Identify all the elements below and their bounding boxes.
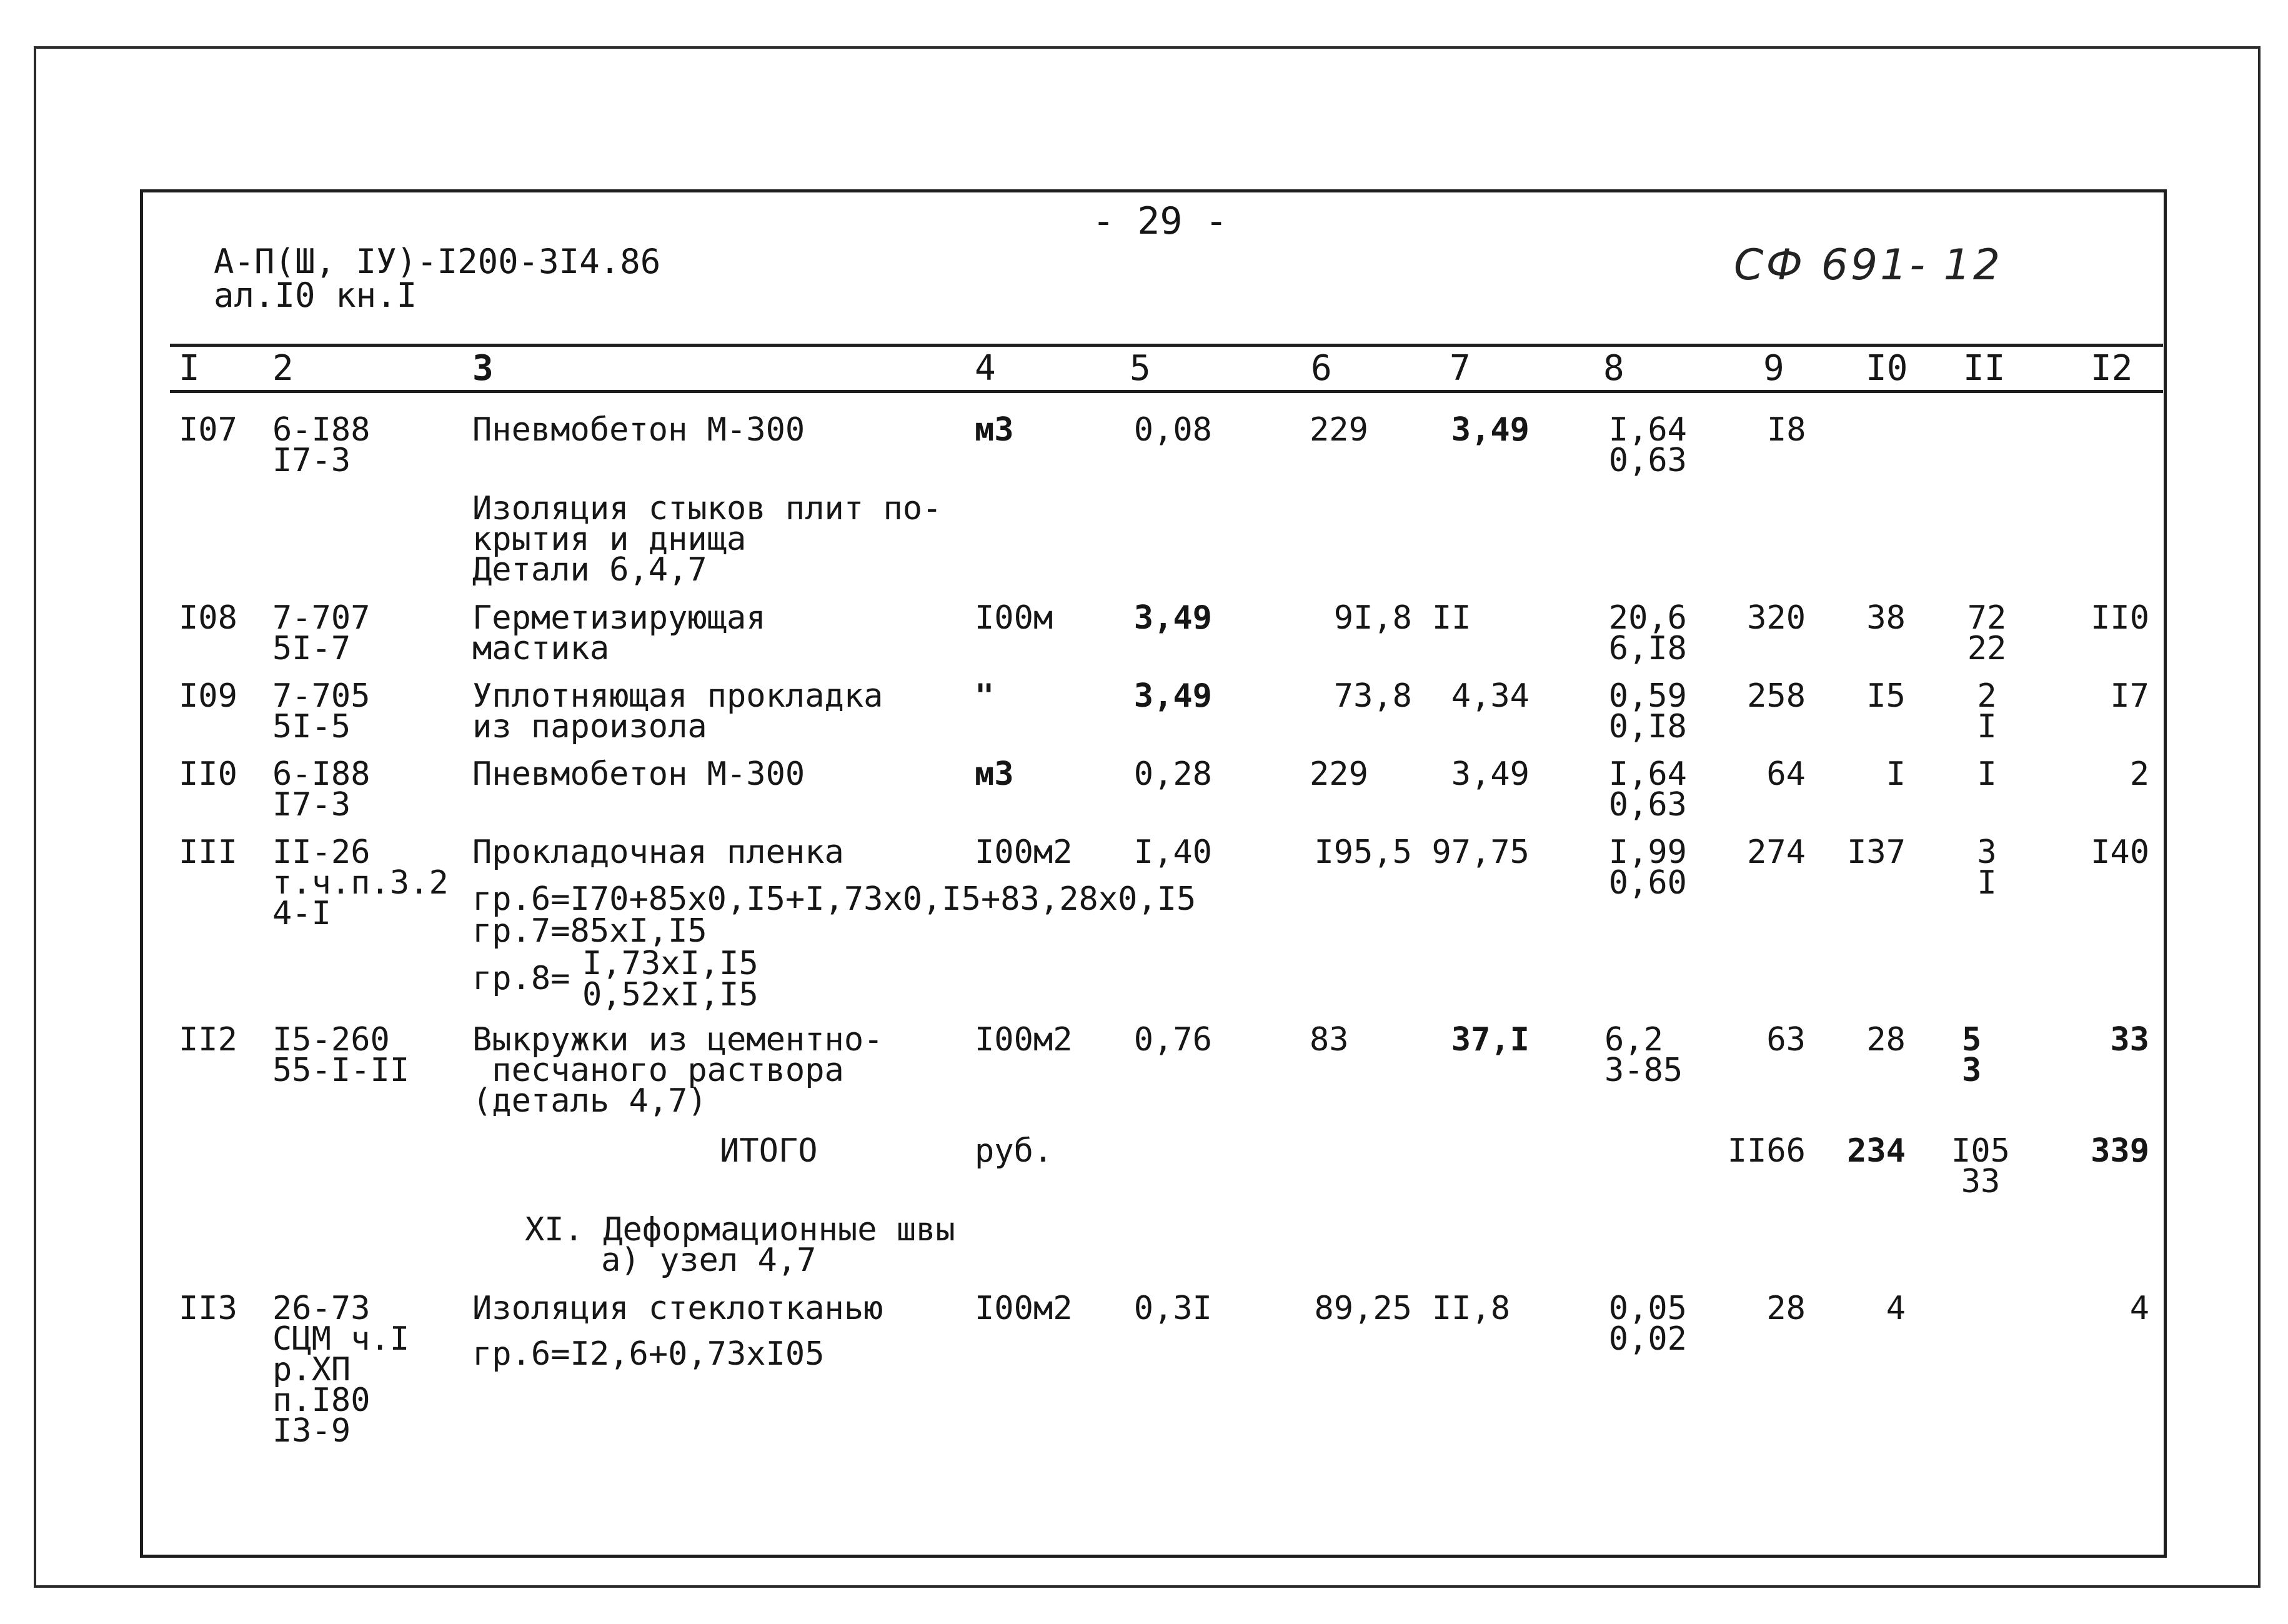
column-12-value: II0 <box>2091 599 2149 637</box>
wage-cost: 4,34 <box>1451 677 1529 715</box>
row-number: I08 <box>179 599 237 637</box>
row-number: II0 <box>179 755 237 793</box>
work-name: Уплотняющая прокладка из пароизола <box>472 677 883 745</box>
page-number: - 29 - <box>1092 199 1228 243</box>
machine-cost: 20,6 6,I8 <box>1608 599 1687 667</box>
work-name: Пневмобетон М-300 <box>472 411 805 449</box>
row-number: III <box>179 834 237 871</box>
total-column-11: I05 33 <box>1951 1132 2010 1200</box>
work-name: Герметизирующая мастика <box>472 599 766 667</box>
column-11-value: 5 3 <box>1962 1021 1982 1089</box>
wage-cost: 3,49 <box>1451 411 1529 449</box>
column-number-12: I2 <box>2091 348 2133 389</box>
unit-price: 9I,8 <box>1333 599 1412 637</box>
column-11-value: 72 22 <box>1967 599 2007 667</box>
machine-cost: 6,2 3-85 <box>1604 1021 1683 1089</box>
column-10-value: I <box>1886 755 1906 793</box>
unit-price: 229 <box>1310 755 1368 793</box>
column-12-value: 2 <box>2129 755 2149 793</box>
wage-cost: II <box>1432 599 1471 637</box>
unit: м3 <box>975 755 1014 793</box>
work-group-heading: Изоляция стыков плит по- крытия и днища Детали 6,4,7 <box>472 490 942 589</box>
document-code: А-П(Ш, IУ)-I200-3I4.86 <box>214 242 661 281</box>
column-number-5: 5 <box>1130 348 1151 389</box>
column-number-9: 9 <box>1763 348 1784 389</box>
header-top-rule <box>170 344 2163 347</box>
album-reference: ал.I0 кн.I <box>214 276 417 315</box>
total-cost: 258 <box>1747 677 1806 715</box>
column-10-value: 28 <box>1866 1021 1906 1059</box>
wage-cost: 3,49 <box>1451 755 1529 793</box>
machine-cost: I,64 0,63 <box>1608 411 1687 479</box>
total-cost: 63 <box>1766 1021 1806 1059</box>
machine-cost: I,64 0,63 <box>1608 755 1687 824</box>
total-label: ИТОГО <box>720 1132 818 1170</box>
column-number-2: 2 <box>272 348 294 389</box>
wage-cost: 37,I <box>1451 1021 1529 1059</box>
column-10-value: 4 <box>1886 1290 1906 1327</box>
total-cost: 274 <box>1747 834 1806 871</box>
column-12-value: 4 <box>2129 1290 2149 1327</box>
unit: I00м <box>975 599 1053 637</box>
formula-gr7: гр.7=85хI,I5 <box>472 912 707 950</box>
total-column-9: II66 <box>1727 1132 1806 1170</box>
total-column-12: 339 <box>2091 1132 2149 1170</box>
total-unit: руб. <box>975 1132 1053 1170</box>
column-12-value: 33 <box>2110 1021 2149 1059</box>
column-12-value: I40 <box>2091 834 2149 871</box>
column-11-value: 2 I <box>1977 677 1997 745</box>
column-10-value: I37 <box>1847 834 1906 871</box>
column-number-10: I0 <box>1866 348 1908 389</box>
machine-cost: 0,59 0,I8 <box>1608 677 1687 745</box>
column-10-value: 38 <box>1866 599 1906 637</box>
column-number-4: 4 <box>975 348 996 389</box>
machine-cost: I,99 0,60 <box>1608 834 1687 902</box>
work-name: Изоляция стеклотканью <box>472 1290 883 1327</box>
unit: м3 <box>975 411 1014 449</box>
formula-gr8-numerator: I,73хI,I5 <box>582 945 759 982</box>
norm-code: 7-705 5I-5 <box>272 677 371 745</box>
quantity: I,40 <box>1133 834 1212 871</box>
total-cost: I8 <box>1767 411 1806 449</box>
column-11-value: I <box>1977 755 1997 793</box>
unit: I00м2 <box>975 1021 1073 1059</box>
column-12-value: I7 <box>2110 677 2149 715</box>
norm-code: II-26 т.ч.п.3.2 4-I <box>272 834 449 932</box>
wage-cost: II,8 <box>1432 1290 1511 1327</box>
quantity: 3,49 <box>1133 599 1212 637</box>
quantity: 0,08 <box>1133 411 1212 449</box>
column-number-11: II <box>1963 348 2006 389</box>
machine-cost: 0,05 0,02 <box>1608 1290 1687 1358</box>
row-number: II2 <box>179 1021 237 1059</box>
work-name: Пневмобетон М-300 <box>472 755 805 793</box>
header-bottom-rule <box>170 390 2163 393</box>
column-number-7: 7 <box>1450 348 1471 389</box>
formula-gr8-denominator: 0,52хI,I5 <box>582 976 759 1014</box>
row-number: II3 <box>179 1290 237 1327</box>
work-name: Прокладочная пленка <box>472 834 844 871</box>
column-number-1: I <box>179 348 200 389</box>
column-number-6: 6 <box>1311 348 1332 389</box>
total-cost: 320 <box>1747 599 1806 637</box>
section-title: XI. Деформационные швы <box>525 1211 955 1248</box>
norm-code: I5-260 55-I-II <box>272 1021 410 1089</box>
norm-code: 6-I88 I7-3 <box>272 755 371 824</box>
quantity: 0,3I <box>1133 1290 1212 1327</box>
work-name: Выкружки из цементно- песчаного раствора (деталь 4,7) <box>472 1021 883 1120</box>
total-column-10: 234 <box>1847 1132 1906 1170</box>
unit-price: 73,8 <box>1333 677 1412 715</box>
unit-price: 83 <box>1310 1021 1349 1059</box>
handwritten-reference: СФ 691- 12 <box>1734 241 2003 290</box>
quantity: 0,76 <box>1133 1021 1212 1059</box>
unit: I00м2 <box>975 1290 1073 1327</box>
row-number: I09 <box>179 677 237 715</box>
formula-gr8-label: гр.8= <box>472 960 570 997</box>
column-11-value: 3 I <box>1977 834 1997 902</box>
unit-price: 229 <box>1310 411 1368 449</box>
wage-cost: 97,75 <box>1431 834 1529 871</box>
unit-price: I95,5 <box>1314 834 1412 871</box>
formula-gr6: гр.6=I70+85х0,I5+I,73х0,I5+83,28х0,I5 <box>472 880 1196 918</box>
formula-gr6: гр.6=I2,6+0,73хI05 <box>472 1335 825 1373</box>
total-cost: 28 <box>1766 1290 1806 1327</box>
unit-price: 89,25 <box>1314 1290 1412 1327</box>
column-number-3: 3 <box>472 348 494 389</box>
row-number: I07 <box>179 411 237 449</box>
norm-code: 6-I88 I7-3 <box>272 411 371 479</box>
section-subtitle: а) узел 4,7 <box>601 1242 817 1279</box>
quantity: 3,49 <box>1133 677 1212 715</box>
unit: I00м2 <box>975 834 1073 871</box>
unit: " <box>975 677 995 715</box>
column-10-value: I5 <box>1866 677 1906 715</box>
quantity: 0,28 <box>1133 755 1212 793</box>
norm-code: 26-73 СЦМ ч.I р.ХП п.I80 I3-9 <box>272 1290 410 1450</box>
total-cost: 64 <box>1766 755 1806 793</box>
column-number-8: 8 <box>1603 348 1624 389</box>
norm-code: 7-707 5I-7 <box>272 599 371 667</box>
